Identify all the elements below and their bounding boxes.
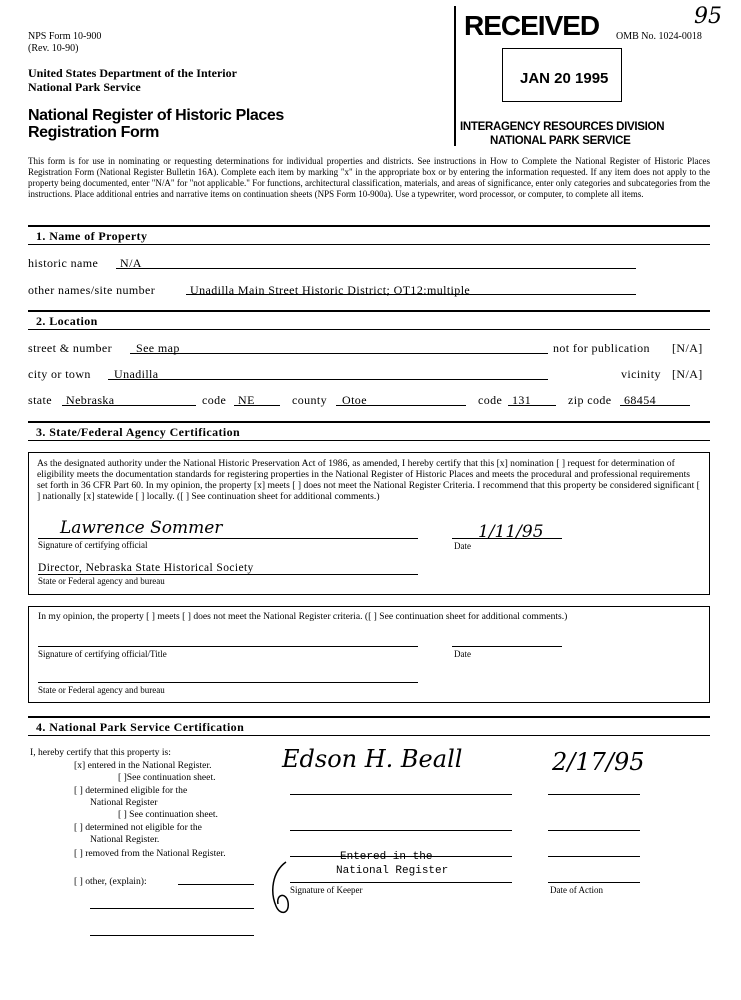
option-not-eligible-check[interactable]: [ ]: [74, 822, 83, 833]
signature2-label: Signature of certifying official/Title: [38, 649, 167, 659]
option-other[interactable]: [74, 876, 147, 887]
street-label: street & number: [28, 341, 112, 355]
service-name: National Park Service: [28, 80, 141, 94]
vicinity-checkbox[interactable]: [N/A]: [672, 367, 703, 381]
keeper-sig-line2: [290, 830, 512, 831]
agency2-label: State or Federal agency and bureau: [38, 685, 165, 695]
date2-line: [452, 646, 562, 647]
state-code-label: code: [202, 393, 227, 407]
historic-name-label: historic name: [28, 256, 99, 270]
section3-bottom-rule: [28, 440, 710, 441]
historic-name-field[interactable]: N/A: [120, 256, 142, 270]
certification-statement: As the designated authority under the National Historic Preservation Act of 1986, as amended, I hereby certify that this [x] nomination [ ] request for determination of eligibility meets the documentation standards for registering properties in the National Register of Historic Places and meets the procedural and professional requirements set forth in 36 CFR Part 60. In my opinion, the property [x] meets [ ] does not meet the National Register Criteria. I recommend that this property be considered significant [ ] nationally [x] statewide [ ] locally. ([ ] See continuation sheet for additional comments.): [37, 458, 700, 502]
option-eligible-check[interactable]: [ ]: [74, 785, 83, 796]
state-field[interactable]: Nebraska: [66, 393, 115, 407]
section2-bottom-rule: [28, 329, 710, 330]
option-removed-text: removed from the National Register.: [85, 848, 226, 859]
option-entered[interactable]: [74, 760, 211, 771]
option-eligible[interactable]: [74, 785, 187, 796]
county-label: county: [292, 393, 328, 407]
agency-line: [38, 574, 418, 575]
form-title-line2: Registration Form: [28, 124, 159, 141]
date-of-action-label: Date of Action: [550, 885, 603, 895]
stamp-received: RECEIVED: [464, 10, 600, 41]
option-not-eligible-text: determined not eligible for the: [85, 822, 202, 833]
agency-label: State or Federal agency and bureau: [38, 576, 165, 586]
option-removed-check[interactable]: [ ]: [74, 848, 83, 859]
keeper-signature-label: Signature of Keeper: [290, 885, 363, 895]
option-eligible-line2: National Register: [90, 797, 158, 808]
keeper-sig-line4: [290, 882, 512, 883]
option-entered-check[interactable]: [x]: [74, 760, 86, 771]
section1-heading: 1. Name of Property: [36, 229, 148, 243]
section2-top-rule: [28, 310, 710, 312]
historic-name-line: [116, 268, 636, 269]
vicinity-label: vicinity: [621, 367, 661, 381]
keeper-signature: Edson H. Beall: [282, 745, 463, 773]
option-not-eligible-line2: National Register.: [90, 834, 160, 845]
county-code-label: code: [478, 393, 503, 407]
form-title-line1: National Register of Historic Places: [28, 107, 284, 124]
signature2-line: [38, 646, 418, 647]
corner-handwritten-number: 95: [694, 4, 722, 29]
other-explain-line3: [90, 935, 254, 936]
keeper-sig-line1: [290, 794, 512, 795]
option-not-eligible[interactable]: [74, 822, 202, 833]
section3-top-rule: [28, 421, 710, 423]
agency-field[interactable]: Director, Nebraska State Historical Society: [38, 562, 254, 574]
keeper-date: 2/17/95: [552, 748, 645, 776]
opinion-statement: In my opinion, the property [ ] meets [ ] does not meet the National Register criteria. ([ ] See continuation sheet for additional comments.): [38, 611, 568, 622]
certification-date: 1/11/95: [478, 522, 544, 542]
department-name: United States Department of the Interior: [28, 66, 237, 80]
other-explain-line2: [90, 908, 254, 909]
state-code-field[interactable]: NE: [238, 393, 255, 407]
county-code-field[interactable]: 131: [512, 393, 532, 407]
section4-top-rule: [28, 716, 710, 718]
keeper-date-line2: [548, 830, 640, 831]
keeper-date-line3: [548, 856, 640, 857]
section3-heading: 3. State/Federal Agency Certification: [36, 425, 241, 439]
other-names-field[interactable]: Unadilla Main Street Historic District; OT12:multiple: [190, 283, 471, 297]
form-instructions: This form is for use in nominating or requesting determinations for individual properties and districts. See instructions in How to Complete the National Register of Historic Places Registration Form (National Register Bulletin 16A). Complete each item by marking "x" in the appropriate box or by entering the information requested. If any item does not apply to the property being documented, enter "N/A" for "not applicable." For functions, architectural classification, materials, and areas of significance, enter only categories and subcategories from the instructions. Place additional entries and narrative items on continuation sheets (NPS Form 10-900a). Use a typewriter, word processor, or computer, to complete all items.: [28, 156, 710, 199]
form-number: NPS Form 10-900: [28, 31, 102, 42]
zip-field[interactable]: 68454: [624, 393, 656, 407]
city-label: city or town: [28, 367, 91, 381]
signature-label: Signature of certifying official: [38, 540, 148, 550]
keeper-date-line4: [548, 882, 640, 883]
section2-heading: 2. Location: [36, 314, 98, 328]
omb-number: OMB No. 1024-0018: [616, 31, 702, 42]
option-removed[interactable]: [74, 848, 226, 859]
not-for-publication-checkbox[interactable]: [N/A]: [672, 341, 703, 355]
stamp-agency-line2: NATIONAL PARK SERVICE: [490, 135, 631, 147]
certifying-official-signature: Lawrence Sommer: [60, 518, 223, 538]
entered-stamp-line1: Entered in the: [340, 851, 433, 863]
section4-bottom-rule: [28, 735, 710, 736]
form-revision: (Rev. 10-90): [28, 43, 79, 54]
received-stamp: [454, 6, 670, 154]
date2-label: Date: [454, 649, 471, 659]
option-other-check[interactable]: [ ]: [74, 876, 83, 887]
option-eligible-continuation[interactable]: [ ] See continuation sheet.: [118, 809, 218, 820]
not-for-publication-label: not for publication: [553, 341, 650, 355]
state-label: state: [28, 393, 52, 407]
city-line: [108, 379, 548, 380]
option-eligible-text: determined eligible for the: [85, 785, 188, 796]
other-explain-line: [178, 884, 254, 885]
stamp-agency-line1: INTERAGENCY RESOURCES DIVISION: [460, 121, 665, 133]
entered-stamp-line2: National Register: [336, 865, 449, 877]
section4-heading: 4. National Park Service Certification: [36, 720, 245, 734]
other-names-label: other names/site number: [28, 283, 156, 297]
zip-label: zip code: [568, 393, 612, 407]
county-field[interactable]: Otoe: [342, 393, 367, 407]
street-field[interactable]: See map: [136, 341, 180, 355]
section1-top-rule: [28, 225, 710, 227]
street-line: [130, 353, 548, 354]
option-other-text: other, (explain):: [85, 876, 147, 887]
keeper-date-line1: [548, 794, 640, 795]
option-entered-continuation[interactable]: [ ]See continuation sheet.: [118, 772, 216, 783]
signature-line: [38, 538, 418, 539]
keeper-intro: I, hereby certify that this property is:: [30, 747, 171, 758]
option-entered-text: entered in the National Register.: [87, 760, 212, 771]
stamp-date: JAN 20 1995: [520, 70, 609, 87]
agency2-line: [38, 682, 418, 683]
date-label: Date: [454, 541, 471, 551]
section1-bottom-rule: [28, 244, 710, 245]
city-field[interactable]: Unadilla: [114, 367, 159, 381]
